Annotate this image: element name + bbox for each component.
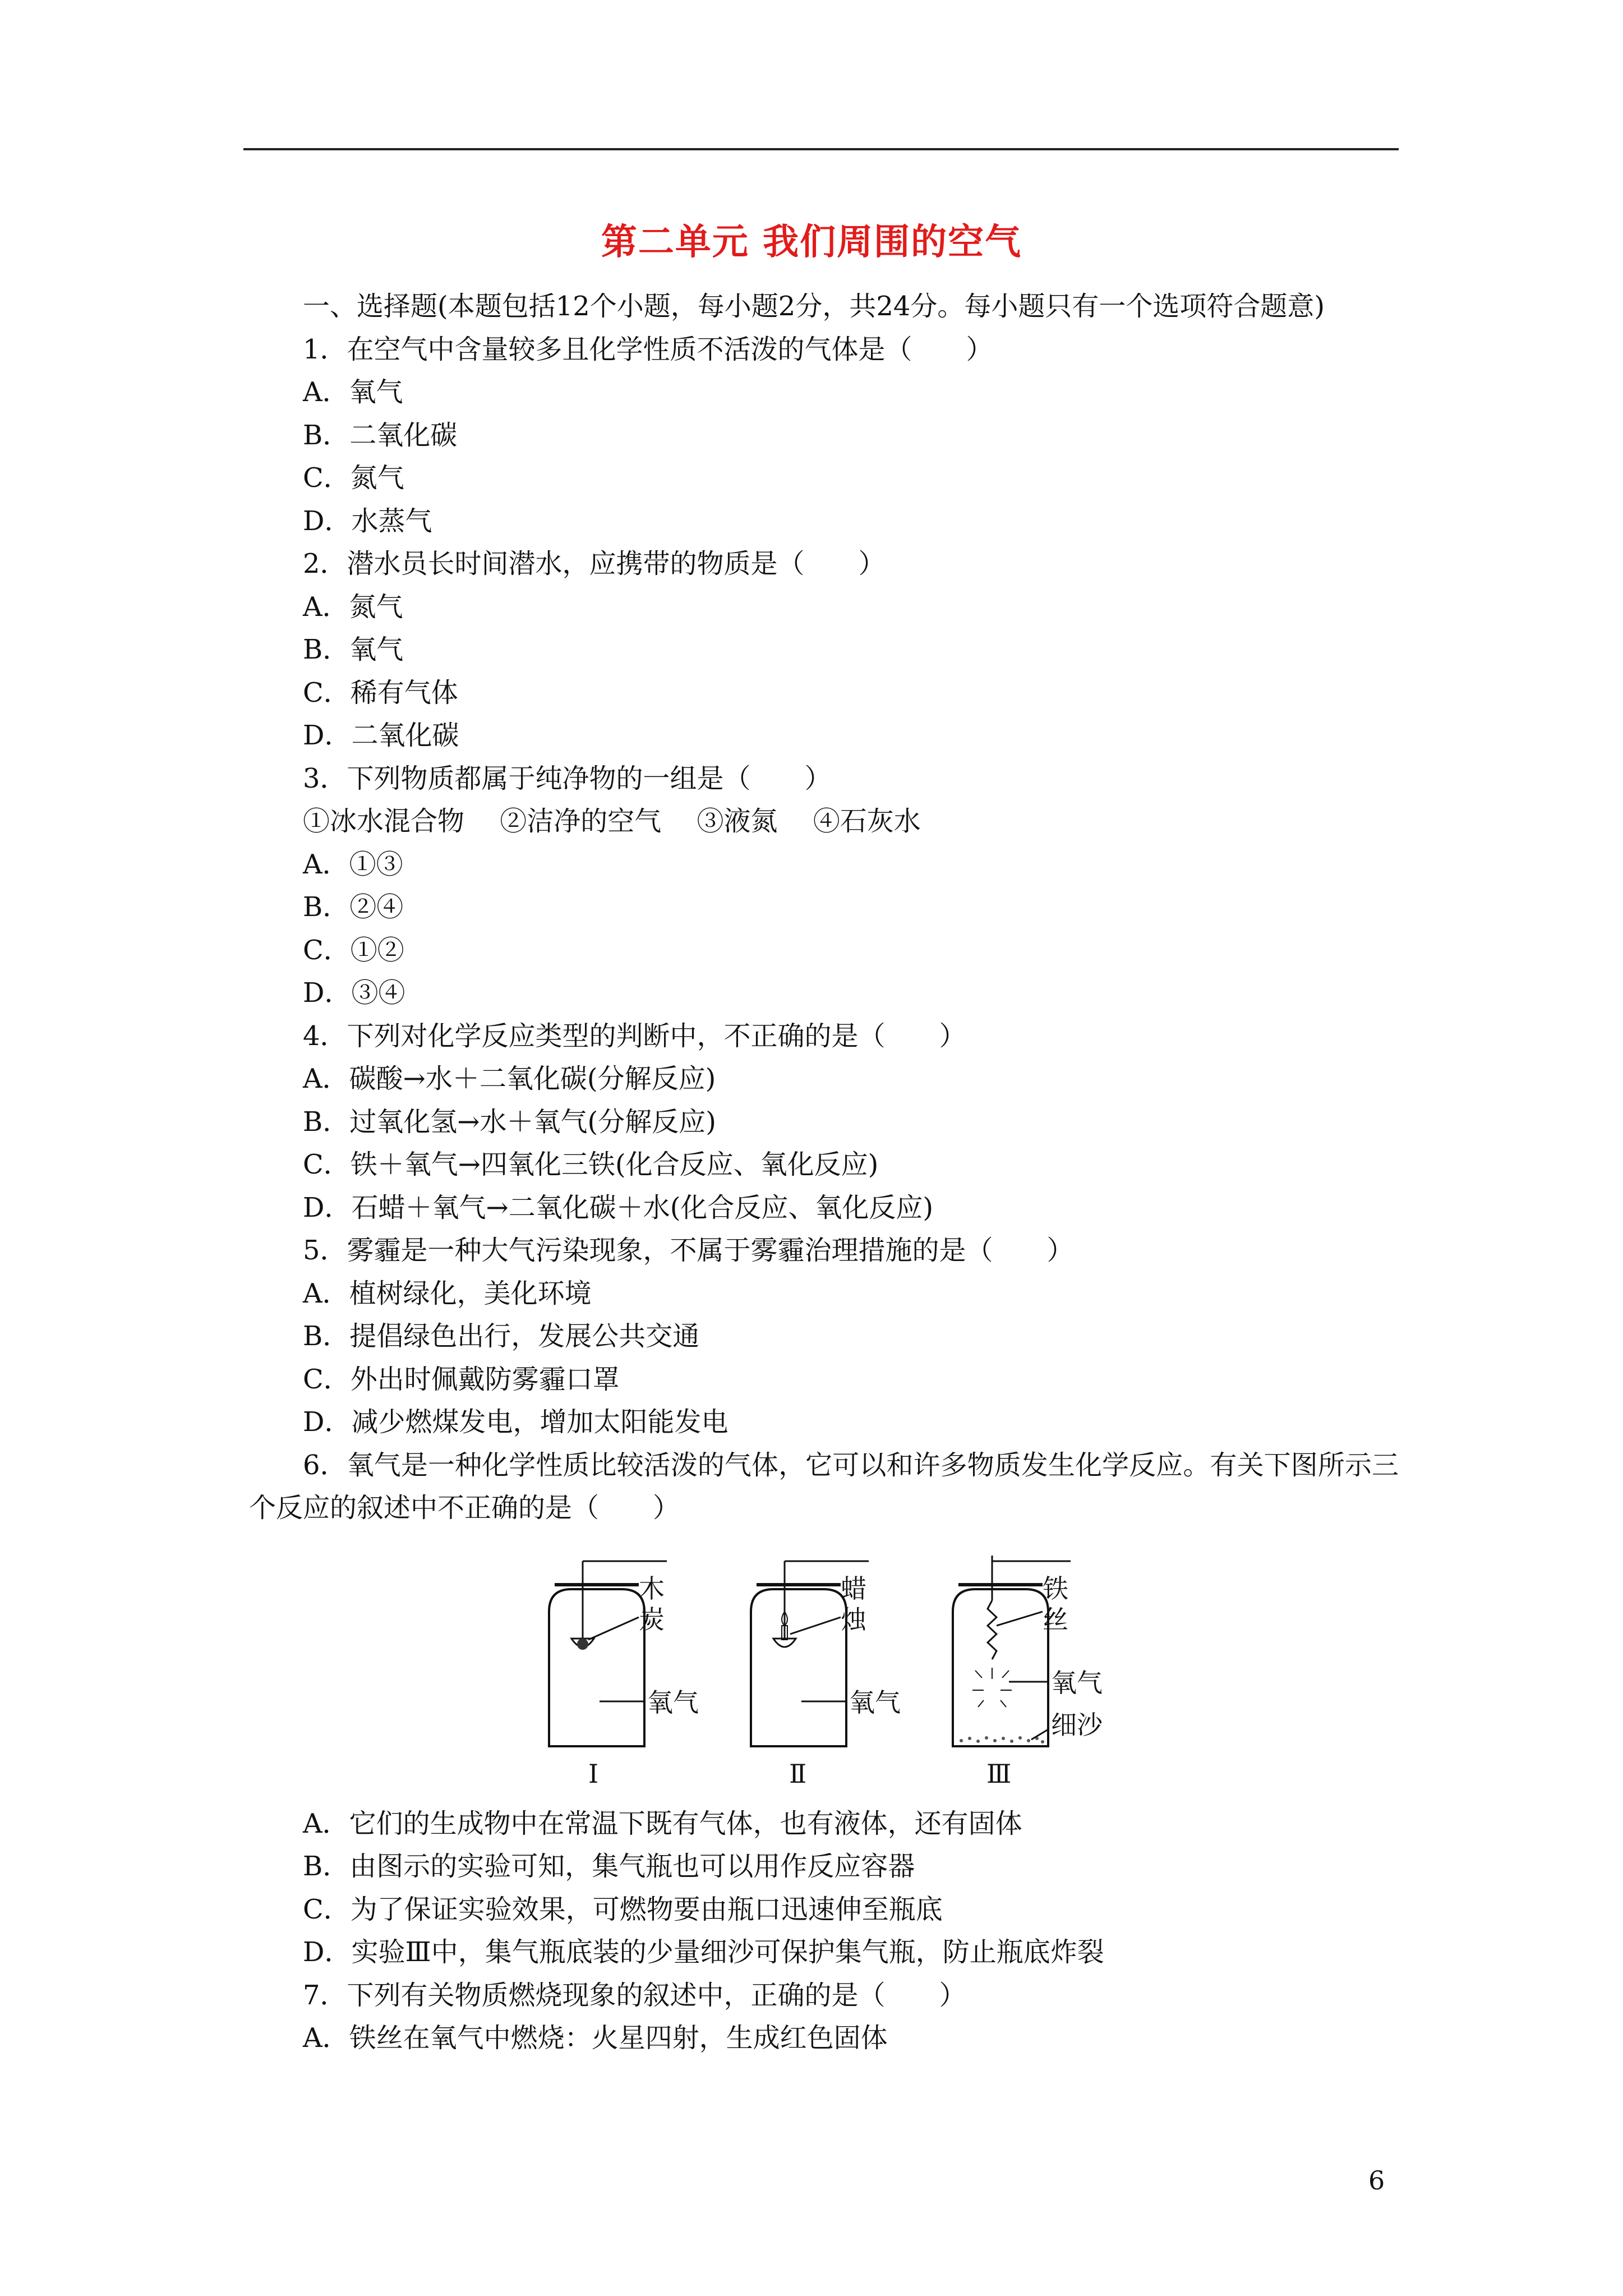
jar-1-numeral: Ⅰ (588, 1758, 599, 1789)
q6-option-c: C．为了保证实验效果，可燃物要由瓶口迅速伸至瓶底 (303, 1893, 943, 1925)
q7-stem: 7．下列有关物质燃烧现象的叙述中，正确的是（ ） (303, 1979, 966, 2011)
q1-option-a: A．氧气 (303, 376, 403, 408)
q7-option-a: A．铁丝在氧气中燃烧：火星四射，生成红色固体 (303, 2022, 888, 2054)
jar-3-label-bottom: 丝 (1043, 1604, 1068, 1635)
q1-option-b: B．二氧化碳 (303, 419, 458, 451)
gas-jar-experiment-figure (527, 1556, 1121, 1791)
q1-option-d: D．水蒸气 (303, 505, 432, 537)
q4-option-c: C．铁＋氧气→四氧化三铁(化合反应、氧化反应) (303, 1149, 879, 1180)
q1-option-c: C．氮气 (303, 462, 404, 494)
jar-2-candle (751, 1561, 901, 1789)
question-content (249, 285, 1399, 2060)
q5-option-d: D．减少燃煤发电，增加太阳能发电 (303, 1406, 728, 1438)
q3-option-b: B．②④ (303, 891, 404, 923)
section-header: 一、选择题(本题包括12个小题，每小题2分，共24分。每小题只有一个选项符合题意) (303, 291, 1325, 322)
jar-1-label-top: 木 (639, 1573, 665, 1604)
q5-stem: 5．雾霾是一种大气污染现象，不属于雾霾治理措施的是（ ） (303, 1235, 1074, 1266)
q5-option-c: C．外出时佩戴防雾霾口罩 (303, 1363, 620, 1395)
jar-2-numeral: Ⅱ (789, 1758, 807, 1789)
q3-items: ①冰水混合物 ②洁净的空气 ③液氮 ④石灰水 (303, 806, 921, 837)
q4-option-a: A．碳酸→水＋二氧化碳(分解反应) (303, 1063, 716, 1094)
q5-option-b: B．提倡绿色出行，发展公共交通 (303, 1320, 700, 1352)
q4-stem: 4．下列对化学反应类型的判断中，不正确的是（ ） (303, 1020, 966, 1052)
q2-option-d: D．二氧化碳 (303, 720, 459, 751)
jar-3-numeral: Ⅲ (986, 1758, 1012, 1789)
q6-stem: 6．氧气是一种化学性质比较活泼的气体，它可以和许多物质发生化学反应。有关下图所示三个反应的叙述中不正确的是（ ） (249, 1449, 1399, 1524)
jar-3-iron-wire (953, 1556, 1104, 1789)
jar-1-charcoal (549, 1561, 699, 1789)
q2-option-c: C．稀有气体 (303, 677, 458, 708)
jar-3-gas-label: 氧气 (1051, 1667, 1103, 1698)
jar-2-label-bottom: 烛 (841, 1604, 866, 1635)
q4-option-d: D．石蜡＋氧气→二氧化碳＋水(化合反应、氧化反应) (303, 1191, 934, 1223)
jar-3-label-top: 铁 (1043, 1573, 1068, 1604)
page-title: 第二单元 我们周围的空气 (601, 221, 1022, 263)
q4-option-b: B．过氧化氢→水＋氧气(分解反应) (303, 1106, 716, 1138)
q2-stem: 2．潜水员长时间潜水，应携带的物质是（ ） (303, 548, 886, 579)
q3-option-c: C．①② (303, 934, 404, 966)
q3-stem: 3．下列物质都属于纯净物的一组是（ ） (303, 762, 832, 794)
jar-3-sand-label: 细沙 (1051, 1709, 1103, 1740)
q2-option-b: B．氧气 (303, 634, 404, 665)
header-rule (243, 148, 1399, 150)
q6-option-a: A．它们的生成物中在常温下既有气体，也有液体，还有固体 (303, 1807, 1022, 1839)
jar-2-gas-label: 氧气 (849, 1687, 901, 1718)
page-number: 6 (1368, 2165, 1385, 2196)
q6-option-d: D．实验Ⅲ中，集气瓶底装的少量细沙可保护集气瓶，防止瓶底炸裂 (303, 1936, 1104, 1968)
q3-option-d: D．③④ (303, 977, 405, 1009)
q3-option-a: A．①③ (303, 848, 403, 880)
jar-1-gas-label: 氧气 (647, 1687, 699, 1718)
q1-stem: 1．在空气中含量较多且化学性质不活泼的气体是（ ） (303, 333, 993, 365)
q6-option-b: B．由图示的实验可知，集气瓶也可以用作反应容器 (303, 1851, 915, 1882)
jar-1-label-bottom: 炭 (639, 1604, 665, 1635)
q5-option-a: A．植树绿化，美化环境 (303, 1277, 592, 1309)
jar-2-label-top: 蜡 (841, 1573, 866, 1604)
q2-option-a: A．氮气 (303, 591, 403, 623)
